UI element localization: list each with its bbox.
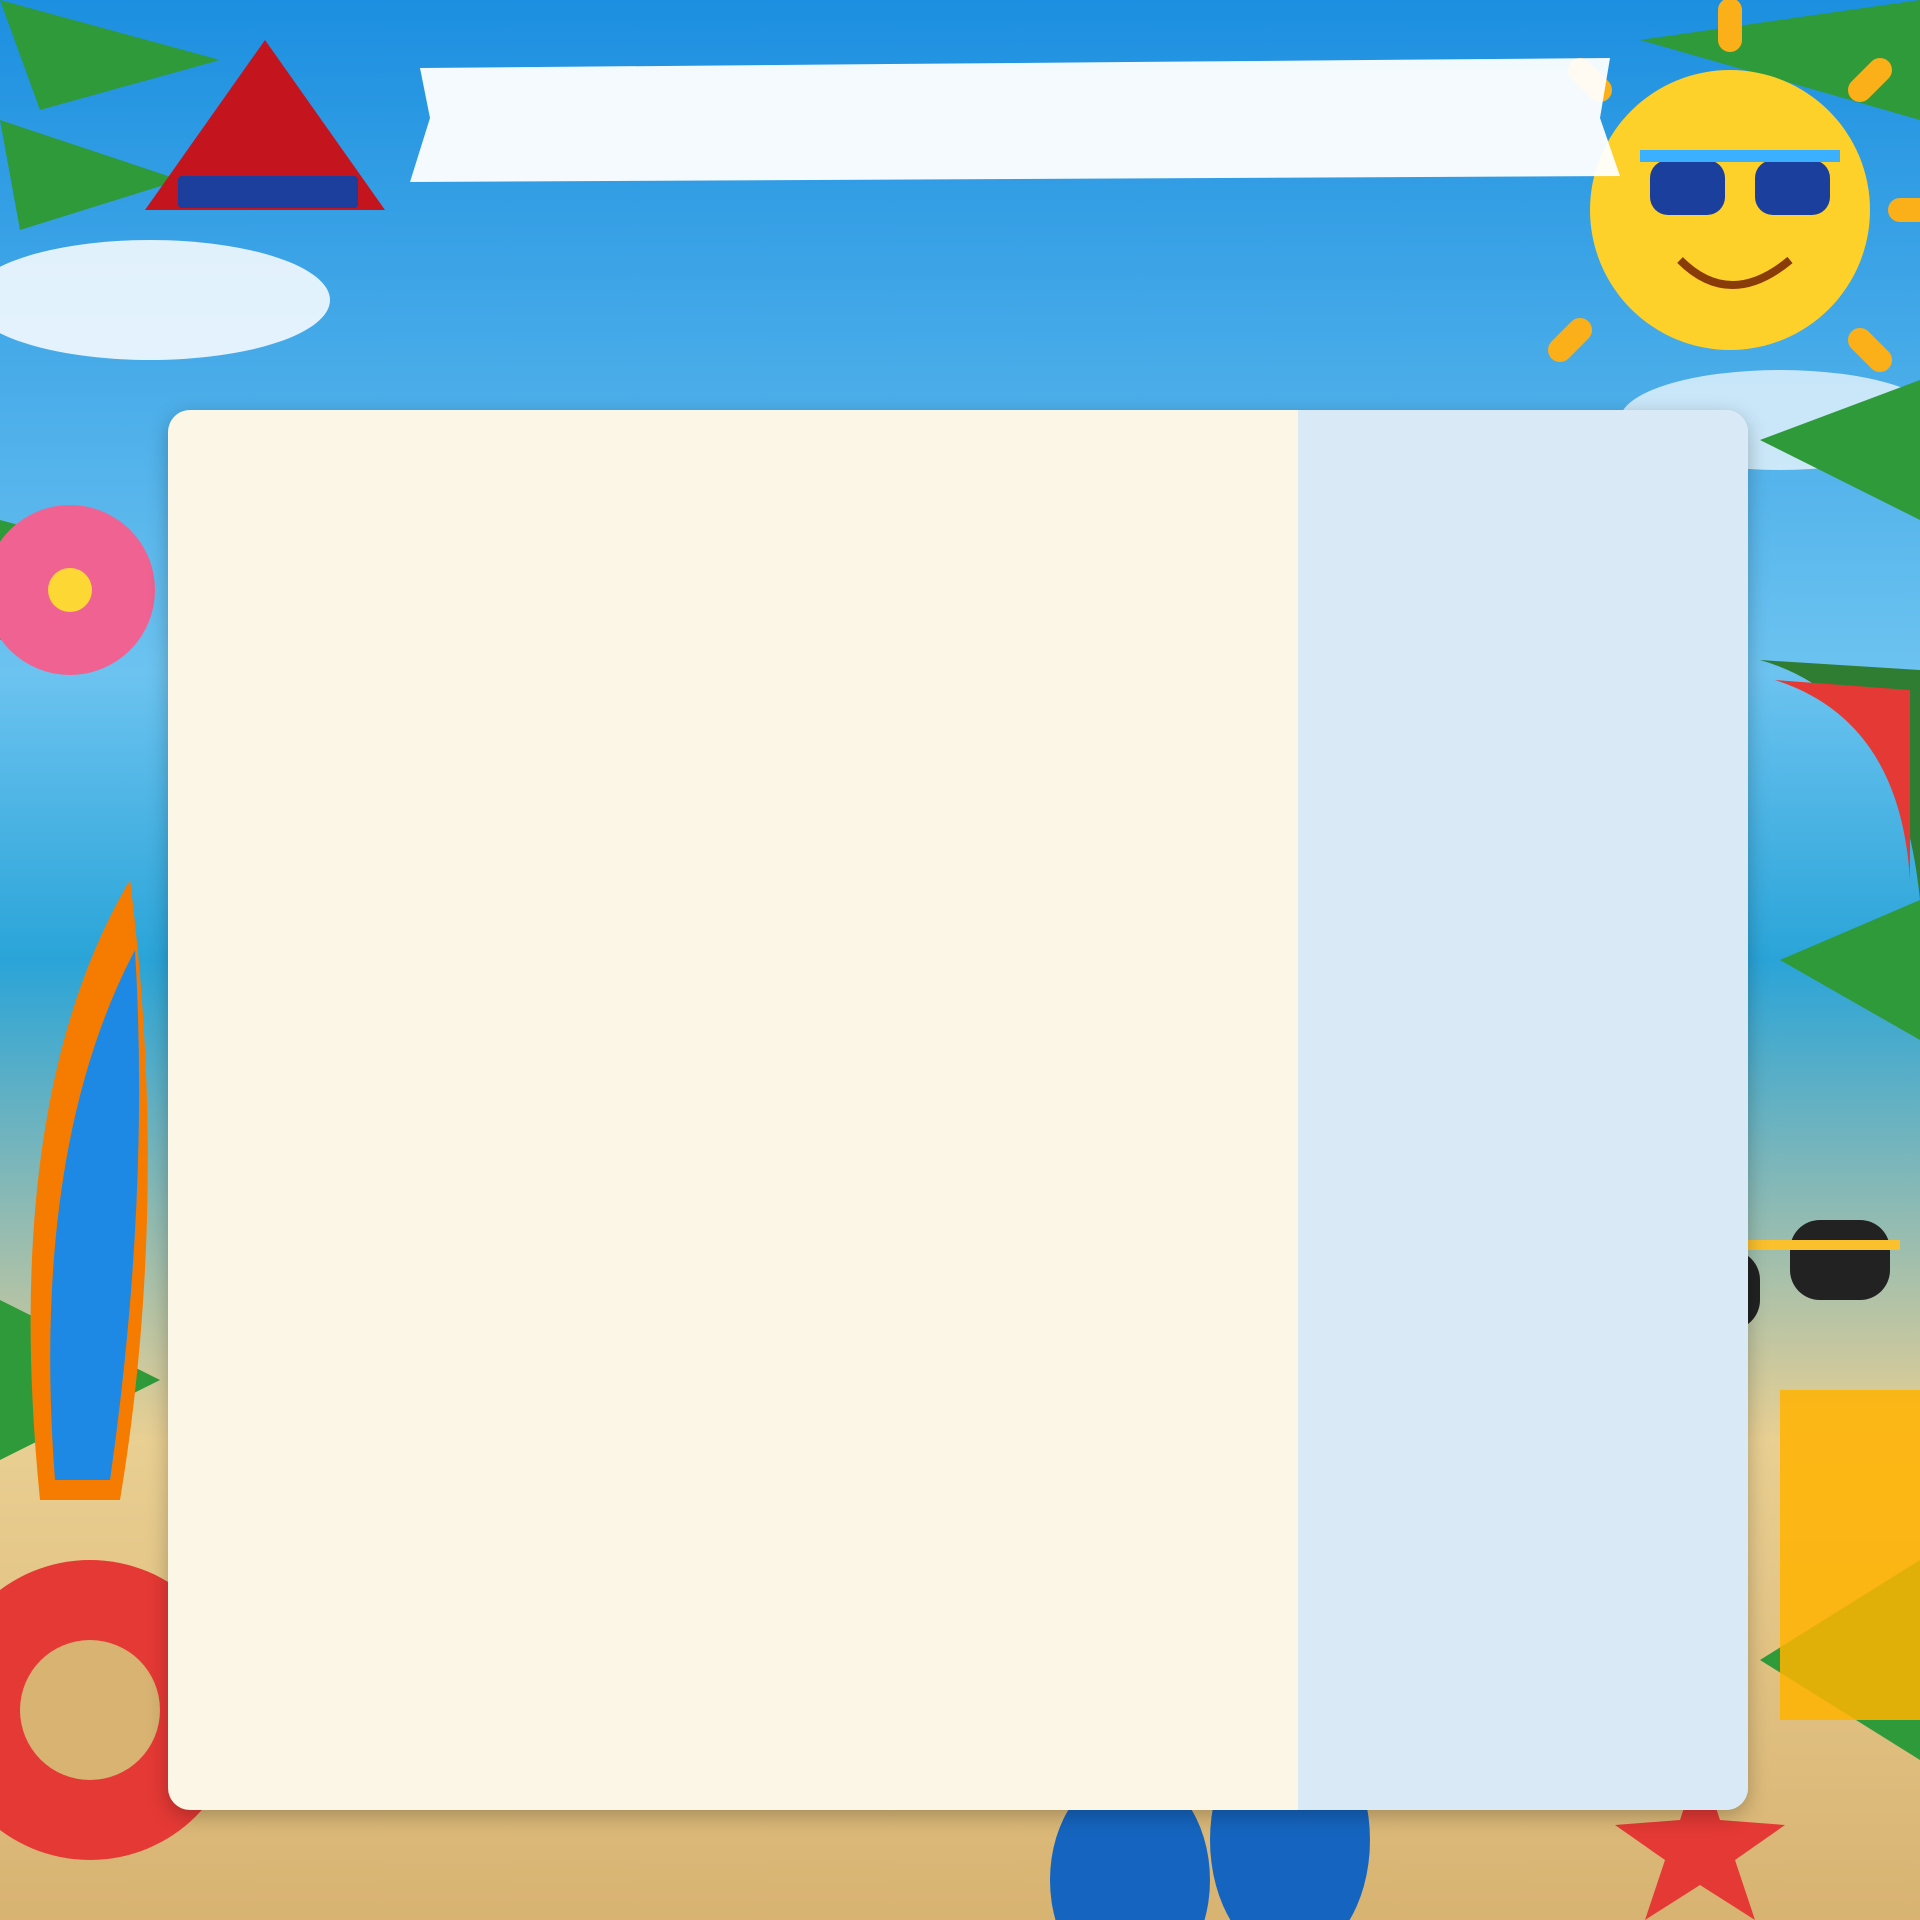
events-table bbox=[168, 410, 1748, 1810]
title-banner bbox=[410, 58, 1620, 182]
organization-logo bbox=[120, 40, 410, 380]
date-column bbox=[1298, 410, 1748, 1810]
logo-emblem-icon bbox=[120, 40, 410, 240]
logo-subtitle bbox=[178, 176, 358, 208]
